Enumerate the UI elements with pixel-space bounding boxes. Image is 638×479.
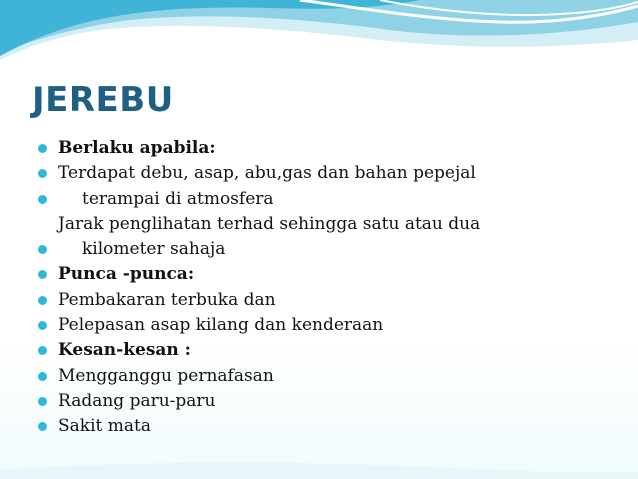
bullet-icon [38,397,47,406]
bottom-wave-band [0,463,638,479]
list-item-text: Mengganggu pernafasan [58,365,274,386]
bullet-icon [38,144,47,153]
list-item-text: Pembakaran terbuka dan [58,289,276,310]
list-item-text: Punca -punca: [58,264,195,285]
list-item-text: Berlaku apabila: [58,138,216,158]
list-item-text: Kesan-kesan : [58,340,191,361]
slide-title: JEREBU [32,80,174,120]
list-item-text: terampai di atmosfera [82,188,274,209]
bullet-icon [38,321,47,330]
list-item-text: kilometer sahaja [82,239,226,260]
bullet-icon [38,346,47,355]
bullet-icon [38,296,47,305]
list-item-text: Jarak penglihatan terhad sehingga satu atau dua [58,213,481,234]
list-item-text: Pelepasan asap kilang dan kenderaan [58,315,384,336]
top-wave-decoration [0,0,638,80]
bullet-icon [38,169,47,178]
list-item-text: Terdapat debu, asap, abu,gas dan bahan pepejal [58,163,476,184]
bullet-icon [38,195,47,204]
bullet-icon [38,372,47,381]
bottom-wave-decoration [0,440,638,479]
list-item-text: Sakit mata [58,416,151,437]
bullet-icon [38,245,47,254]
bullet-icon [38,270,47,279]
list-item-text: Radang paru-paru [58,390,216,411]
bullet-icon [38,422,47,431]
